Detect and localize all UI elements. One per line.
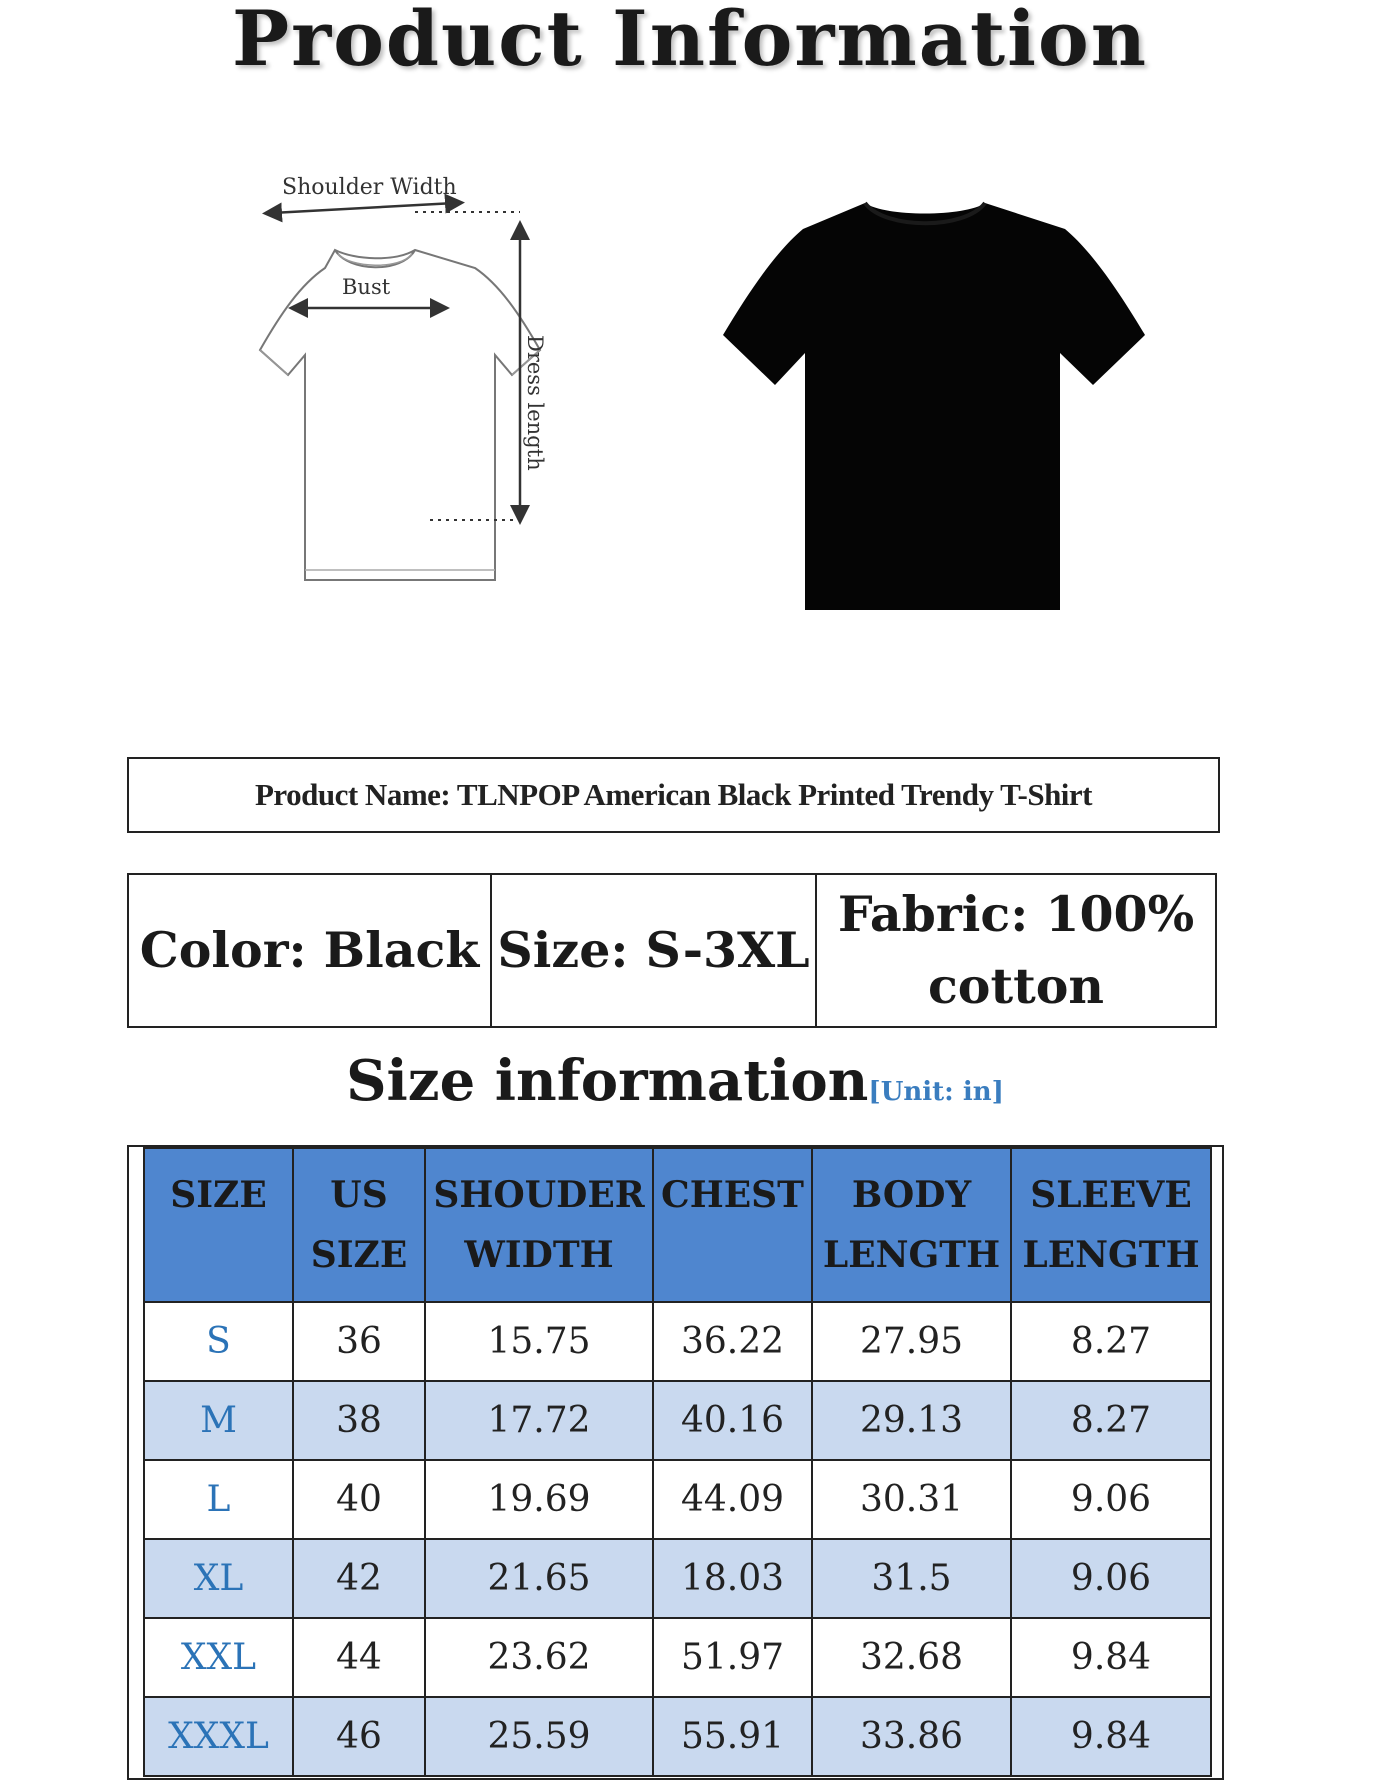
header-size: SIZE: [144, 1148, 293, 1302]
body-length-cell: 32.68: [812, 1618, 1011, 1697]
us-size-cell: 42: [293, 1539, 425, 1618]
product-name-box: Product Name: TLNPOP American Black Printed Trendy T-Shirt: [127, 757, 1220, 833]
us-size-cell: 46: [293, 1697, 425, 1776]
shoulder-cell: 21.65: [425, 1539, 653, 1618]
fabric-spec-line1: Fabric: 100%: [837, 885, 1195, 944]
fabric-spec: [817, 875, 1215, 1026]
bust-label: Bust: [342, 275, 391, 299]
size-info-title: Size information: [346, 1048, 869, 1114]
sleeve-length-cell: 9.06: [1011, 1460, 1211, 1539]
fabric-spec-line2: cotton: [927, 956, 1105, 1015]
shoulder-cell: 15.75: [425, 1302, 653, 1381]
color-spec: Color: Black: [129, 875, 492, 1026]
header-shoulder-width: SHOUDER WIDTH: [425, 1148, 653, 1302]
page-title: Product Information: [232, 0, 1148, 83]
table-row: [144, 1697, 1211, 1776]
product-photo: [715, 195, 1155, 615]
shoulder-cell: 19.69: [425, 1460, 653, 1539]
chest-cell: 18.03: [653, 1539, 812, 1618]
spec-row: [127, 873, 1217, 1028]
us-size-cell: 38: [293, 1381, 425, 1460]
chest-cell: 44.09: [653, 1460, 812, 1539]
size-cell: XL: [144, 1539, 293, 1618]
table-row: [144, 1381, 1211, 1460]
header-us-size: US SIZE: [293, 1148, 425, 1302]
shoulder-cell: 17.72: [425, 1381, 653, 1460]
body-length-cell: 33.86: [812, 1697, 1011, 1776]
us-size-cell: 36: [293, 1302, 425, 1381]
size-cell: XXL: [144, 1618, 293, 1697]
shoulder-width-label: Shoulder Width: [282, 175, 457, 200]
body-length-cell: 27.95: [812, 1302, 1011, 1381]
body-length-cell: 31.5: [812, 1539, 1011, 1618]
chest-cell: 51.97: [653, 1618, 812, 1697]
measurement-diagram: [230, 175, 650, 610]
tshirt-outline-icon: [230, 175, 650, 610]
size-cell: L: [144, 1460, 293, 1539]
size-table-frame: [127, 1145, 1224, 1780]
shoulder-cell: 25.59: [425, 1697, 653, 1776]
shoulder-cell: 23.62: [425, 1618, 653, 1697]
table-row: [144, 1539, 1211, 1618]
size-spec: Size: S-3XL: [492, 875, 817, 1026]
chest-cell: 55.91: [653, 1697, 812, 1776]
chest-cell: 40.16: [653, 1381, 812, 1460]
size-info-heading: [0, 1048, 1350, 1114]
sleeve-length-cell: 8.27: [1011, 1381, 1211, 1460]
size-table: [143, 1147, 1212, 1777]
chest-cell: 36.22: [653, 1302, 812, 1381]
sleeve-length-cell: 9.84: [1011, 1618, 1211, 1697]
size-cell: M: [144, 1381, 293, 1460]
size-cell: S: [144, 1302, 293, 1381]
header-sleeve-length: SLEEVE LENGTH: [1011, 1148, 1211, 1302]
table-row: [144, 1302, 1211, 1381]
header-chest: CHEST: [653, 1148, 812, 1302]
us-size-cell: 44: [293, 1618, 425, 1697]
black-tshirt-image: [715, 195, 1155, 615]
header-body-length: BODY LENGTH: [812, 1148, 1011, 1302]
size-cell: XXXL: [144, 1697, 293, 1776]
body-length-cell: 30.31: [812, 1460, 1011, 1539]
sleeve-length-cell: 9.06: [1011, 1539, 1211, 1618]
sleeve-length-cell: 8.27: [1011, 1302, 1211, 1381]
table-row: [144, 1618, 1211, 1697]
table-header-row: [144, 1148, 1211, 1302]
dress-length-label: Dress length: [523, 335, 547, 471]
us-size-cell: 40: [293, 1460, 425, 1539]
unit-label: [Unit: in]: [868, 1077, 1004, 1107]
sleeve-length-cell: 9.84: [1011, 1697, 1211, 1776]
table-row: [144, 1460, 1211, 1539]
body-length-cell: 29.13: [812, 1381, 1011, 1460]
